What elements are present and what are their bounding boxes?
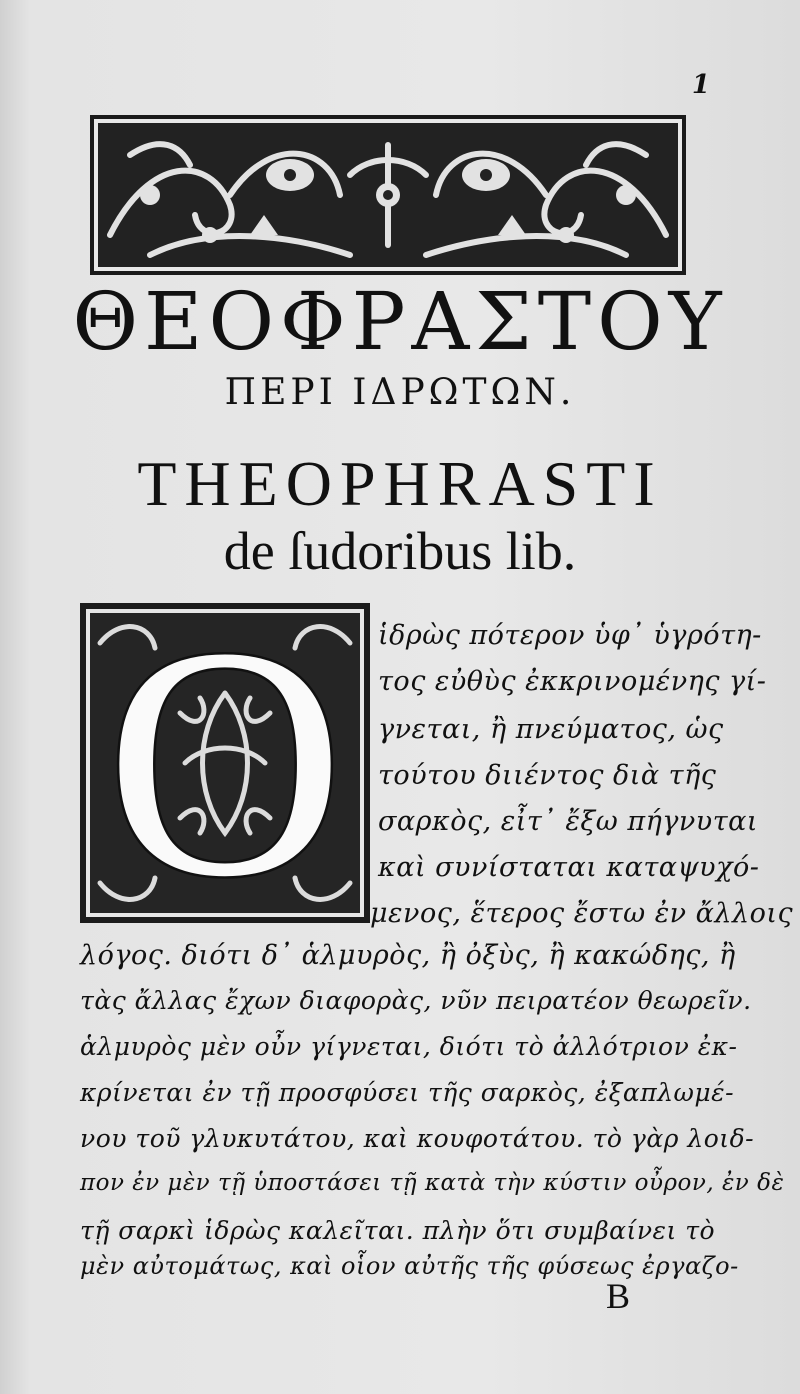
catchword-signature: B	[605, 1276, 630, 1316]
ornamental-headpiece	[90, 115, 686, 275]
body-line: τὰς ἄλλας ἔχων διαφορὰς, νῦν πειρατέον θεωρεῖν.	[80, 986, 752, 1015]
body-line: τος εὐθὺς ἐκκρινομένης γί-	[378, 666, 767, 697]
page-number: 1	[691, 70, 710, 100]
greek-subtitle: ΠΕΡΙ ΙΔΡΩΤΩΝ.	[224, 372, 576, 413]
body-line: τῇ σαρκὶ ἱδρὼς καλεῖται. πλὴν ὅτι συμβαίνει τὸ	[80, 1216, 716, 1245]
body-line: τούτου διιέντος διὰ τῆς	[378, 760, 717, 791]
body-line: καὶ συνίσταται καταψυχό-	[378, 852, 760, 883]
body-line: πον ἐν μὲν τῇ ὑποστάσει τῇ κατὰ τὴν κύστιν οὖρον, ἐν δὲ	[80, 1170, 785, 1196]
body-line: σαρκὸς, εἶτ᾽ ἔξω πήγνυται	[378, 806, 758, 837]
latin-title: THEOPHRASTI	[137, 448, 663, 519]
body-line: λόγος. διότι δ᾽ ἁλμυρὸς, ἢ ὀξὺς, ἢ κακώδης, ἢ	[80, 940, 736, 971]
body-line: μὲν αὐτομάτως, καὶ οἷον αὐτῆς τῆς φύσεως ἐργαζο-	[80, 1252, 739, 1280]
body-line: κρίνεται ἐν τῇ προσφύσει τῆς σαρκὸς, ἐξαπλωμέ-	[80, 1078, 735, 1107]
body-line: ἁλμυρὸς μὲν οὖν γίγνεται, διότι τὸ ἀλλότριον ἐκ-	[80, 1032, 738, 1061]
greek-title: ΘΕΟΦΡΑΣΤΟΥ	[72, 275, 728, 368]
decorated-initial	[80, 580, 370, 945]
body-line: νου τοῦ γλυκυτάτου, καὶ κουφοτάτου. τὸ γὰρ λοιδ-	[80, 1124, 755, 1153]
latin-subtitle: de ſudoribus lib.	[223, 521, 577, 581]
initial-letter: O	[105, 580, 345, 945]
body-line: γνεται, ἢ πνεύματος, ὡς	[378, 714, 724, 745]
body-line: μενος, ἕτερος ἔστω ἐν ἄλλοις	[370, 898, 794, 929]
body-line: ἱδρὼς πότερον ὑφ᾽ ὑγρότη-	[378, 620, 762, 651]
